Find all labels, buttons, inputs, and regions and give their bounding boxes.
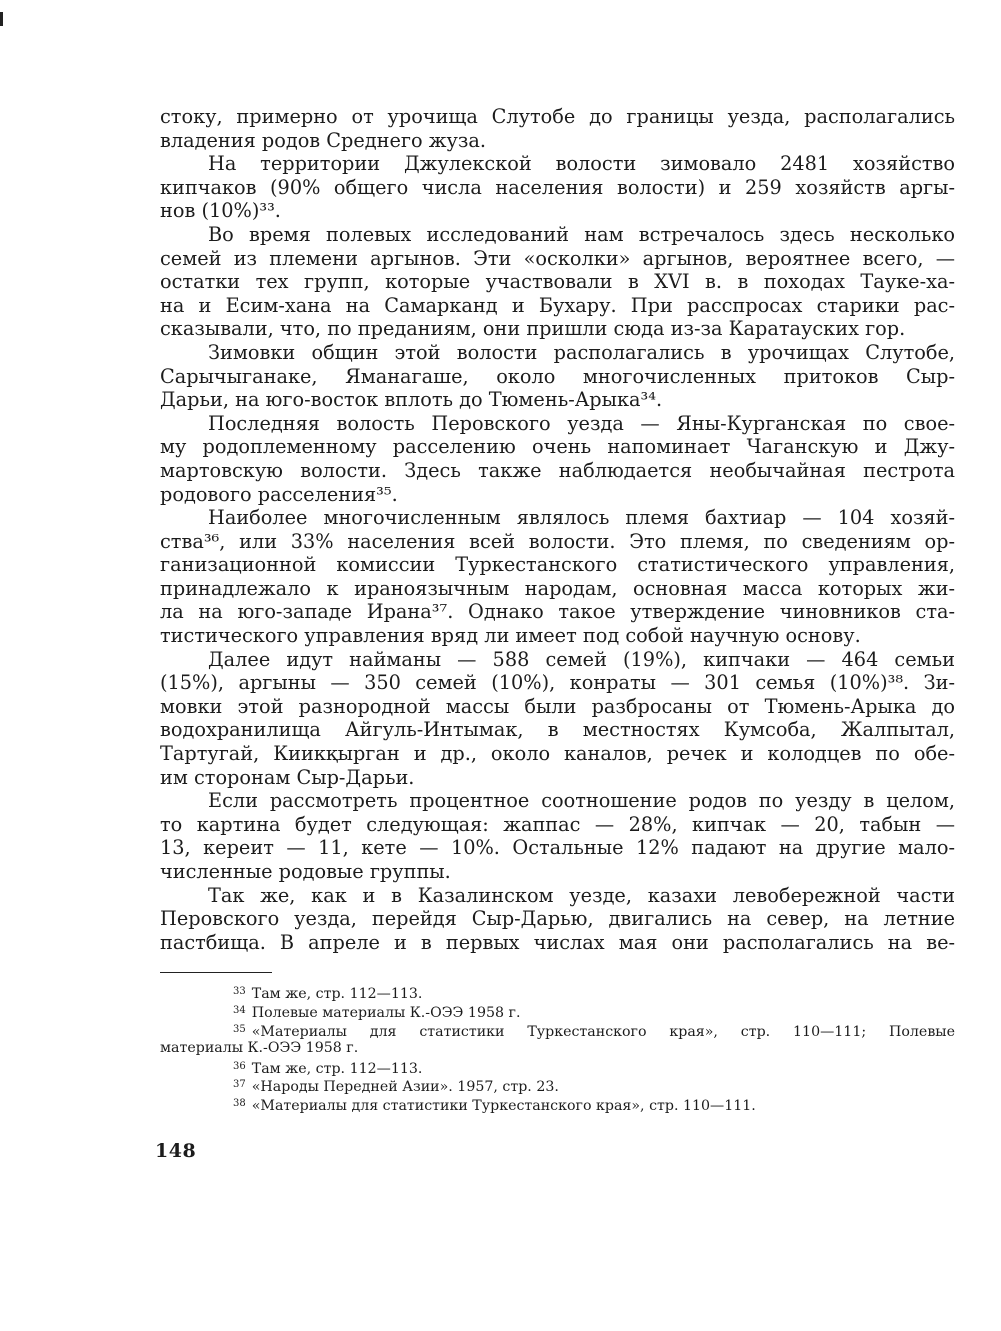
text-line: водохранилища Айгуль-Интымак, в местностях Кумсоба, Жалпытал,: [160, 718, 955, 742]
text-line: Перовского уезда, перейдя Сыр-Дарью, двигались на север, на летние: [160, 907, 955, 931]
text-line: (15%), аргыны — 350 семей (10%), конраты — 301 семья (10%)³⁸. Зи-: [160, 671, 955, 695]
footnote-text: Полевые материалы К.-ОЭЭ 1958 г.: [251, 1004, 521, 1021]
main-text: [160, 105, 955, 954]
footnote-mark: 37: [233, 1079, 246, 1091]
text-line: сказывали, что, по преданиям, они пришли сюда из-за Каратауских гор.: [160, 317, 906, 341]
page-number: 148: [155, 1140, 197, 1162]
text-line: тистического управления вряд ли имеет под собой научную основу.: [160, 624, 861, 648]
footnote: [160, 1076, 955, 1095]
page-body: [160, 105, 955, 1114]
text-line: численные родовые группы.: [160, 860, 451, 883]
text-line: мартовскую волости. Здесь также наблюдается необычайная пестрота: [160, 458, 955, 482]
footnote-text: «Народы Передней Азии». 1957, стр. 23.: [251, 1079, 559, 1095]
footnote-mark: 35: [233, 1023, 246, 1035]
footnote-mark: 36: [233, 1060, 246, 1072]
text-line: ства³⁶, или 33% населения всей волости. Это племя, по сведениям ор-: [160, 529, 955, 553]
text-line: то картина будет следующая: жаппас — 28%, кипчак — 20, табын —: [160, 812, 955, 836]
text-line: им сторонам Сыр-Дарьи.: [160, 765, 415, 789]
text-line: мовки этой разнородной массы были разбросаны от Тюмень-Арыка до: [160, 694, 955, 718]
footnote: [160, 1095, 955, 1114]
text-line: нов (10%)³³.: [160, 199, 281, 223]
footnote-mark: 38: [233, 1097, 246, 1109]
text-line: Тартугай, Киикқырган и др., около каналов, речек и колодцев по обе-: [160, 742, 955, 766]
text-line: Дарьи, на юго-восток вплоть до Тюмень-Арыка³⁴.: [160, 388, 663, 412]
footnote-mark: 34: [233, 1004, 246, 1016]
footnote-text: «Материалы для статистики Туркестанского края», стр. 110—111.: [251, 1097, 756, 1114]
footnote: [160, 1039, 955, 1058]
text-line: ганизационной комиссии Туркестанского статистического управления,: [160, 553, 955, 577]
text-line: Последняя волость Перовского уезда — Яны-Курганская по свое-: [208, 411, 955, 435]
footnote: [160, 1021, 955, 1040]
scan-edge-mark: [0, 12, 3, 26]
footnote: [160, 1002, 955, 1021]
text-line: На территории Джулекской волости зимовало 2481 хозяйство: [208, 152, 955, 176]
text-line: му родоплеменному расселению очень напоминает Чаганскую и Джу-: [160, 435, 955, 459]
text-line: Если рассмотреть процентное соотношение родов по уезду в целом,: [208, 789, 955, 813]
text-line: на и Есим-хана на Самарканд и Бухару. При расспросах старики рас-: [160, 293, 955, 317]
text-line: пастбища. В апреле и в первых числах мая они располагались на ве-: [160, 930, 955, 954]
footnote: [160, 983, 955, 1002]
text-line: остатки тех групп, которые участвовали в XVI в. в походах Тауке-ха-: [160, 270, 955, 294]
text-line: Сарычыганаке, Яманагаше, около многочисленных притоков Сыр-: [160, 364, 955, 388]
text-line: владения родов Среднего жуза.: [160, 128, 486, 152]
text-line: 13, кереит — 11, кете — 10%. Остальные 12% падают на другие мало-: [160, 836, 955, 860]
text-line: принадлежало к ираноязычным народам, основная масса которых жи-: [160, 576, 955, 600]
text-line: Наиболее многочисленным являлось племя бахтиар — 104 хозяй-: [208, 506, 955, 530]
footnote-rule: [160, 972, 272, 973]
footnote-text: Там же, стр. 112—113.: [251, 1060, 423, 1077]
footnote-text: Там же, стр. 112—113.: [251, 986, 423, 1002]
text-line: Во время полевых исследований нам встречалось здесь несколько: [208, 222, 955, 246]
text-line: стоку, примерно от урочища Слутобе до границы уезда, располагались: [160, 105, 955, 128]
footnote-mark: 33: [233, 986, 246, 998]
footnotes: [160, 983, 955, 1113]
text-line: ла на юго-западе Ирана³⁷. Однако такое утверждение чиновников ста-: [160, 600, 955, 624]
text-line: Так же, как и в Казалинском уезде, казахи левобережной части: [208, 883, 955, 907]
text-line: Зимовки общин этой волости располагались в урочищах Слутобе,: [208, 340, 955, 364]
footnote: [160, 1058, 955, 1077]
footnote-text: материалы К.-ОЭЭ 1958 г.: [160, 1040, 359, 1057]
text-line: семей из племени аргынов. Эти «осколки» аргынов, вероятнее всего, —: [160, 246, 955, 270]
text-line: Далее идут найманы — 588 семей (19%), кипчаки — 464 семьи: [208, 647, 955, 671]
footnote-text: «Материалы для статистики Туркестанского края», стр. 110—111; Полевые: [251, 1023, 955, 1040]
text-line: кипчаков (90% общего числа населения волости) и 259 хозяйств аргы-: [160, 175, 955, 199]
text-line: родового расселения³⁵.: [160, 482, 398, 506]
